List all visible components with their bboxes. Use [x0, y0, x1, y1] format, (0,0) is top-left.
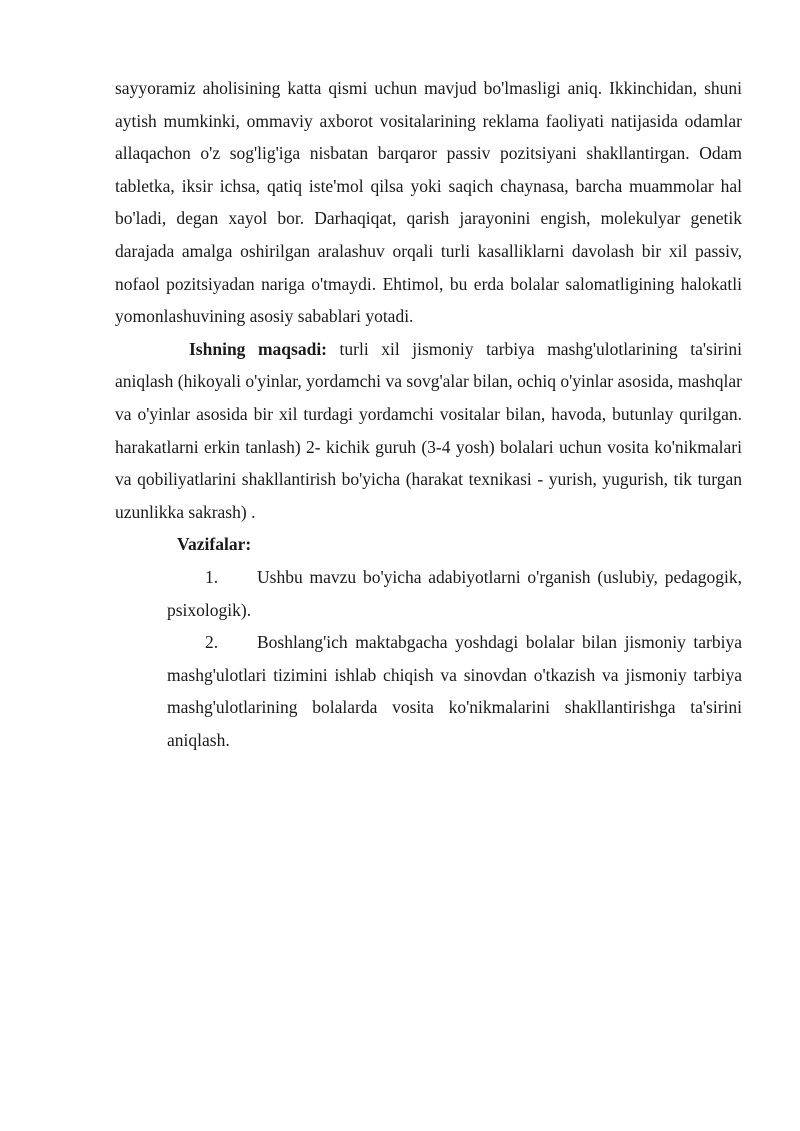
task-text-2: Boshlang'ich maktabgacha yoshdagi bolalar bilan jismoniy tarbiya mashg'ulotlari tizimini ishlab chiqish va sinovdan o'tkazish va jismoniy tarbiya mashg'ulotlarining bolalarda vosita ko'nikmalarini shakllantirishga ta'sirini aniqlash.	[167, 632, 742, 750]
intro-paragraph: sayyoramiz aholisining katta qismi uchun mavjud bo'lmasligi aniq. Ikkinchidan, shuni aytish mumkinki, ommaviy axborot vositalarining reklama faoliyati natijasida odamlar allaqachon o'z sog'lig'iga nisbatan barqaror passiv pozitsiyani shakllantirgan. Odam tabletka, iksir ichsa, qatiq iste'mol qilsa yoki saqich chaynasa, barcha muammolar hal bo'ladi, degan xayol bor. Darhaqiqat, qarish jarayonini engish, molekulyar genetik darajada amalga oshirilgan aralashuv orqali turli kasalliklarni davolash bir xil passiv, nofaol pozitsiyadan nariga o'tmaydi. Ehtimol, bu erda bolalar salomatligining halokatli yomonlashuvining asosiy sabablari yotadi.	[115, 78, 742, 327]
task-item-2	[167, 626, 742, 756]
document-page	[115, 72, 742, 756]
task-text-1: Ushbu mavzu bo'yicha adabiyotlarni o'rganish (uslubiy, pedagogik, psixologik).	[167, 566, 742, 620]
task-number-2: 2.	[205, 632, 219, 653]
tasks-heading: Vazifalar:	[177, 534, 252, 555]
goal-label: Ishning maqsadi:	[189, 338, 328, 359]
task-item-1	[167, 561, 742, 626]
goal-text: turli xil jismoniy tarbiya mashg'ulotlarining ta'sirini aniqlash (hikoyali o'yinlar, yordamchi va sovg'alar bilan, ochiq o'yinlar asosida, mashqlar va o'yinlar asosida bir xil turdagi yordamchi vositalar bilan, havoda, butunlay qurilgan. harakatlarni erkin tanlash) 2- kichik guruh (3-4 yosh) bolalari uchun vosita ko'nikmalari va qobiliyatlarini shakllantirish bo'yicha (harakat texnikasi - yurish, yugurish, tik turgan uzunlikka sakrash) .	[115, 338, 742, 522]
goal-paragraph	[115, 333, 742, 529]
task-number-1: 1.	[205, 566, 219, 587]
